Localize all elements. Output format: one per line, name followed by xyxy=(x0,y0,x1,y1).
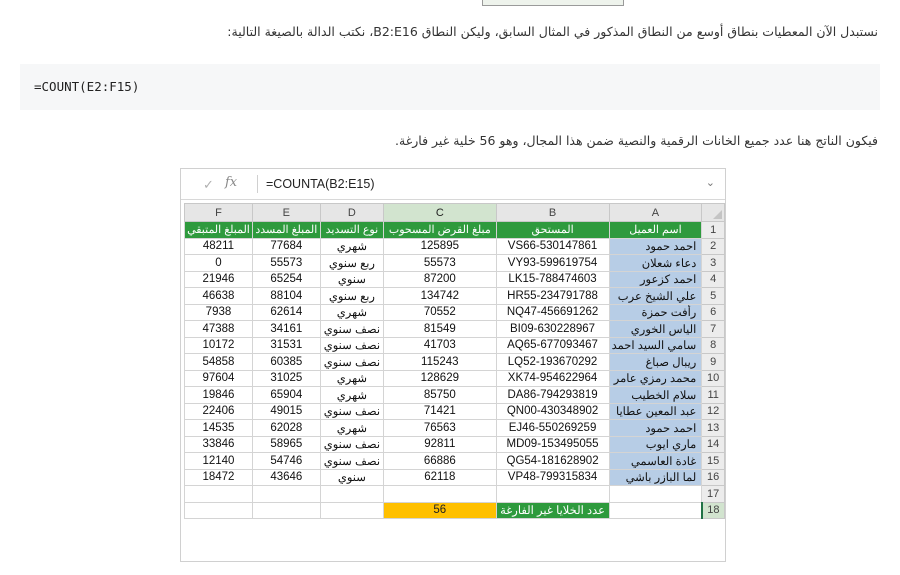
column-header-c[interactable]: C xyxy=(384,204,496,222)
table-cell[interactable]: AQ65-677093467 xyxy=(496,337,609,354)
table-cell[interactable] xyxy=(252,486,320,503)
table-cell[interactable]: 49015 xyxy=(252,403,320,420)
table-cell[interactable]: 14535 xyxy=(185,420,253,437)
table-cell[interactable]: 62614 xyxy=(252,304,320,321)
table-cell[interactable]: 81549 xyxy=(384,321,496,338)
column-header-a[interactable]: A xyxy=(609,204,702,222)
row-number[interactable]: 13 xyxy=(702,420,725,437)
table-cell[interactable]: ربع سنوي xyxy=(320,255,383,272)
table-cell[interactable]: 19846 xyxy=(185,387,253,404)
table-cell[interactable]: 43646 xyxy=(252,469,320,486)
table-cell[interactable]: لما البازر باشي xyxy=(609,469,702,486)
header-cell[interactable]: مبلغ القرض المسحوب xyxy=(384,222,496,239)
table-cell[interactable]: 18472 xyxy=(185,469,253,486)
table-row xyxy=(185,304,725,321)
header-cell[interactable]: نوع التسديد xyxy=(320,222,383,239)
row-number[interactable]: 11 xyxy=(702,387,725,404)
table-cell[interactable]: نصف سنوي xyxy=(320,321,383,338)
table-cell[interactable]: محمد رمزي عامر xyxy=(609,370,702,387)
column-header-e[interactable]: E xyxy=(252,204,320,222)
table-cell[interactable] xyxy=(496,486,609,503)
table-row xyxy=(185,337,725,354)
table-cell[interactable] xyxy=(185,486,253,503)
result-value-cell[interactable]: 56 xyxy=(384,502,496,519)
column-header-d[interactable]: D xyxy=(320,204,383,222)
table-cell[interactable]: ماري ايوب xyxy=(609,436,702,453)
intro-paragraph: نستبدل الآن المعطيات بنطاق أوسع من النطاق المذكور في المثال السابق، وليكن النطاق B2:E16، نكتب الدالة بالصيغة التالية: xyxy=(227,24,878,39)
table-cell[interactable]: VS66-530147861 xyxy=(496,238,609,255)
table-cell[interactable]: XK74-954622964 xyxy=(496,370,609,387)
row-number[interactable]: 14 xyxy=(702,436,725,453)
table-row xyxy=(185,255,725,272)
row-number[interactable]: 17 xyxy=(702,486,725,503)
chevron-down-icon[interactable]: ⌄ xyxy=(705,177,715,189)
table-row xyxy=(185,321,725,338)
formula-bar xyxy=(181,169,725,200)
table-cell[interactable]: 31531 xyxy=(252,337,320,354)
table-cell[interactable]: HR55-234791788 xyxy=(496,288,609,305)
table-cell[interactable]: احمد حمود xyxy=(609,420,702,437)
table-cell[interactable] xyxy=(384,486,496,503)
table-cell[interactable]: دعاء شعلان xyxy=(609,255,702,272)
table-cell[interactable]: الياس الخوري xyxy=(609,321,702,338)
table-row xyxy=(185,486,725,503)
row-number[interactable]: 4 xyxy=(702,271,725,288)
table-row xyxy=(185,420,725,437)
table-cell[interactable]: 12140 xyxy=(185,453,253,470)
table-cell[interactable]: 21946 xyxy=(185,271,253,288)
code-block xyxy=(20,64,880,110)
table-cell[interactable] xyxy=(252,502,320,519)
table-cell[interactable]: سامي السيد احمد xyxy=(609,337,702,354)
table-cell[interactable]: 55573 xyxy=(252,255,320,272)
table-cell[interactable]: علي الشيخ عرب xyxy=(609,288,702,305)
table-cell[interactable]: احمد حمود xyxy=(609,238,702,255)
table-cell[interactable]: LQ52-193670292 xyxy=(496,354,609,371)
result-paragraph: فيكون الناتج هنا عدد جميع الخانات الرقمية والنصية ضمن هذا المجال، وهو 56 خلية غير فارغة. xyxy=(395,133,878,148)
table-cell[interactable]: 66886 xyxy=(384,453,496,470)
table-cell[interactable]: نصف سنوي xyxy=(320,453,383,470)
table-cell[interactable]: ربع سنوي xyxy=(320,288,383,305)
table-cell[interactable]: 85750 xyxy=(384,387,496,404)
row-number[interactable]: 7 xyxy=(702,321,725,338)
table-cell[interactable]: 125895 xyxy=(384,238,496,255)
table-row xyxy=(185,370,725,387)
select-all-icon xyxy=(713,210,722,219)
table-cell[interactable]: 33846 xyxy=(185,436,253,453)
row-number[interactable]: 15 xyxy=(702,453,725,470)
row-number[interactable]: 16 xyxy=(702,469,725,486)
column-header-row xyxy=(185,204,725,222)
table-cell[interactable]: 54858 xyxy=(185,354,253,371)
row-number[interactable]: 6 xyxy=(702,304,725,321)
table-cell[interactable]: سلام الخطيب xyxy=(609,387,702,404)
table-cell[interactable]: QG54-181628902 xyxy=(496,453,609,470)
table-cell[interactable] xyxy=(609,486,702,503)
table-cell[interactable]: 55573 xyxy=(384,255,496,272)
row-number[interactable]: 2 xyxy=(702,238,725,255)
table-cell[interactable]: 0 xyxy=(185,255,253,272)
column-header-f[interactable]: F xyxy=(185,204,253,222)
table-cell[interactable]: نصف سنوي xyxy=(320,337,383,354)
previous-image-edge xyxy=(482,0,624,6)
fx-icon[interactable]: fx xyxy=(225,175,238,190)
table-cell[interactable]: 65254 xyxy=(252,271,320,288)
table-cell[interactable]: 62028 xyxy=(252,420,320,437)
table-cell[interactable]: EJ46-550269259 xyxy=(496,420,609,437)
row-number[interactable]: 9 xyxy=(702,354,725,371)
table-cell[interactable]: LK15-788474603 xyxy=(496,271,609,288)
table-cell[interactable]: رأفت حمزة xyxy=(609,304,702,321)
table-row xyxy=(185,354,725,371)
table-cell[interactable]: 92811 xyxy=(384,436,496,453)
table-row xyxy=(185,436,725,453)
table-cell[interactable]: 60385 xyxy=(252,354,320,371)
result-label-cell[interactable]: عدد الخلايا غير الفارغة xyxy=(496,502,609,519)
header-cell[interactable]: المبلغ المتبقي xyxy=(185,222,253,239)
row-number[interactable]: 8 xyxy=(702,337,725,354)
table-cell[interactable]: شهري xyxy=(320,420,383,437)
result-row xyxy=(185,502,725,519)
table-cell[interactable]: VY93-599619754 xyxy=(496,255,609,272)
check-icon[interactable]: ✓ xyxy=(203,177,214,192)
table-row xyxy=(185,387,725,404)
row-number[interactable]: 10 xyxy=(702,370,725,387)
table-row xyxy=(185,271,725,288)
row-number[interactable]: 1 xyxy=(702,222,725,239)
row-number[interactable]: 3 xyxy=(702,255,725,272)
table-cell[interactable]: 7938 xyxy=(185,304,253,321)
table-cell[interactable]: 58965 xyxy=(252,436,320,453)
column-header-b[interactable]: B xyxy=(496,204,609,222)
formula-input[interactable]: =COUNTA(B2:E15) xyxy=(257,175,714,193)
table-cell[interactable] xyxy=(320,486,383,503)
table-cell[interactable]: شهري xyxy=(320,387,383,404)
table-cell[interactable]: 41703 xyxy=(384,337,496,354)
table-cell[interactable]: عبد المعين عطايا xyxy=(609,403,702,420)
table-cell[interactable]: 134742 xyxy=(384,288,496,305)
table-cell[interactable]: 115243 xyxy=(384,354,496,371)
table-row xyxy=(185,238,725,255)
table-cell[interactable]: نصف سنوي xyxy=(320,403,383,420)
table-cell[interactable]: احمد كزعور xyxy=(609,271,702,288)
table-cell[interactable]: شهري xyxy=(320,238,383,255)
table-cell[interactable]: 62118 xyxy=(384,469,496,486)
table-cell[interactable]: 48211 xyxy=(185,238,253,255)
table-cell[interactable]: 54746 xyxy=(252,453,320,470)
table-row xyxy=(185,469,725,486)
table-cell[interactable]: MD09-153495055 xyxy=(496,436,609,453)
table-row xyxy=(185,222,725,239)
table-cell[interactable]: 77684 xyxy=(252,238,320,255)
code-text: =COUNT(E2:F15) xyxy=(34,79,140,94)
table-cell[interactable]: شهري xyxy=(320,304,383,321)
table-cell[interactable]: BI09-630228967 xyxy=(496,321,609,338)
table-cell[interactable]: 88104 xyxy=(252,288,320,305)
table-cell[interactable]: 34161 xyxy=(252,321,320,338)
sheet-grid xyxy=(184,203,725,519)
table-cell[interactable] xyxy=(609,502,702,519)
table-cell[interactable]: 65904 xyxy=(252,387,320,404)
select-all-corner[interactable] xyxy=(702,204,725,222)
table-cell[interactable]: VP48-799315834 xyxy=(496,469,609,486)
table-cell[interactable] xyxy=(320,502,383,519)
table-cell[interactable]: 128629 xyxy=(384,370,496,387)
table-cell[interactable]: نصف سنوي xyxy=(320,354,383,371)
table-cell[interactable]: 71421 xyxy=(384,403,496,420)
header-cell[interactable]: المبلغ المسدد xyxy=(252,222,320,239)
table-cell[interactable]: سنوي xyxy=(320,271,383,288)
table-cell[interactable]: ريبال صباغ xyxy=(609,354,702,371)
table-cell[interactable]: 10172 xyxy=(185,337,253,354)
table-cell[interactable]: شهري xyxy=(320,370,383,387)
table-cell[interactable]: 70552 xyxy=(384,304,496,321)
table-cell[interactable]: نصف سنوي xyxy=(320,436,383,453)
table-cell[interactable]: 31025 xyxy=(252,370,320,387)
table-cell[interactable]: DA86-794293819 xyxy=(496,387,609,404)
table-cell[interactable]: 22406 xyxy=(185,403,253,420)
table-cell[interactable]: 47388 xyxy=(185,321,253,338)
table-cell[interactable]: NQ47-456691262 xyxy=(496,304,609,321)
table-row xyxy=(185,288,725,305)
row-number[interactable]: 12 xyxy=(702,403,725,420)
row-number[interactable]: 18 xyxy=(702,502,725,519)
table-cell[interactable]: سنوي xyxy=(320,469,383,486)
table-cell[interactable]: 46638 xyxy=(185,288,253,305)
table-cell[interactable] xyxy=(185,502,253,519)
table-row xyxy=(185,453,725,470)
spreadsheet-screenshot xyxy=(180,168,726,562)
header-cell[interactable]: المستحق xyxy=(496,222,609,239)
table-cell[interactable]: غادة العاسمي xyxy=(609,453,702,470)
row-number[interactable]: 5 xyxy=(702,288,725,305)
header-cell[interactable]: اسم العميل xyxy=(609,222,702,239)
table-cell[interactable]: 87200 xyxy=(384,271,496,288)
table-cell[interactable]: 76563 xyxy=(384,420,496,437)
table-cell[interactable]: 97604 xyxy=(185,370,253,387)
table-cell[interactable]: QN00-430348902 xyxy=(496,403,609,420)
table-row xyxy=(185,403,725,420)
